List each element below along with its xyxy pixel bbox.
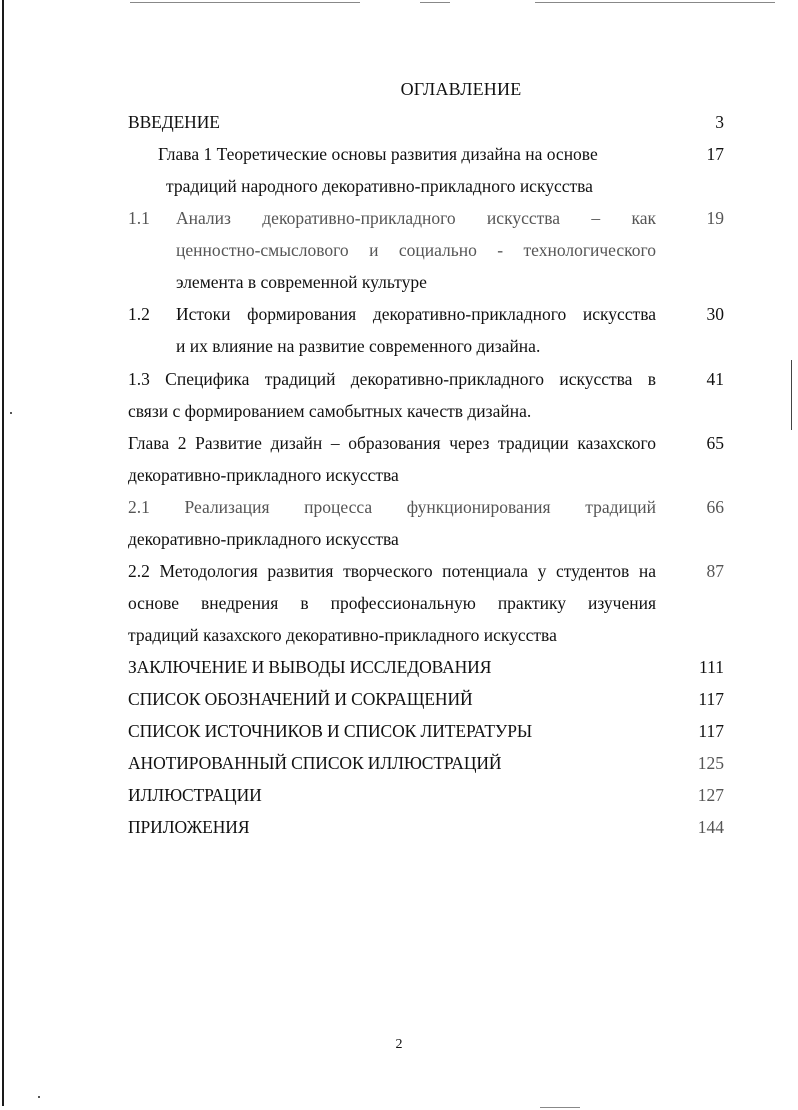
- scan-left-edge: [2, 0, 4, 1106]
- toc-entry-section-1-2[interactable]: Истоки формирования декоративно-прикладного искусства: [176, 304, 656, 324]
- toc-entry-section-1-3-cont: связи с формированием самобытных качеств дизайна.: [128, 401, 532, 421]
- scan-speck: [10, 412, 12, 414]
- toc-page-number: 117: [698, 689, 724, 709]
- toc-entry-conclusion[interactable]: ЗАКЛЮЧЕНИЕ И ВЫВОДЫ ИССЛЕДОВАНИЯ: [128, 657, 492, 677]
- toc-entry-chapter-1-cont: традиций народного декоративно-прикладного искусства: [166, 176, 593, 196]
- toc-entry-section-2-1[interactable]: 2.1 Реализация процесса функционирования традиций: [128, 497, 656, 517]
- scan-bottom-rule: [540, 1107, 580, 1108]
- toc-entry-illustrations[interactable]: ИЛЛЮСТРАЦИИ: [128, 785, 262, 805]
- toc-entry-appendices[interactable]: ПРИЛОЖЕНИЯ: [128, 817, 250, 837]
- toc-section-number: 1.1: [128, 208, 150, 228]
- toc-page-number: 30: [706, 304, 724, 324]
- toc-entry-section-2-1-cont: декоративно-прикладного искусства: [128, 529, 399, 549]
- toc-entry-section-2-2-cont: традиций казахского декоративно-прикладного искусства: [128, 625, 557, 645]
- toc-title: ОГЛАВЛЕНИЕ: [400, 79, 522, 99]
- toc-page-number: 17: [706, 144, 724, 164]
- toc-page-number: 66: [706, 497, 724, 517]
- toc-page-number: 65: [706, 433, 724, 453]
- toc-entry-section-1-1[interactable]: Анализ декоративно-прикладного искусства – как: [176, 208, 656, 228]
- toc-entry-chapter-1[interactable]: Глава 1 Теоретические основы развития дизайна на основе: [158, 144, 598, 164]
- toc-entry-chapter-2-cont: декоративно-прикладного искусства: [128, 465, 399, 485]
- scan-top-rule: [420, 2, 450, 3]
- toc-page-number: 111: [699, 657, 724, 677]
- toc-page-number: 3: [715, 112, 724, 132]
- toc-page-number: 41: [706, 369, 724, 389]
- toc-entry-abbreviations[interactable]: СПИСОК ОБОЗНАЧЕНИЙ И СОКРАЩЕНИЙ: [128, 689, 473, 709]
- scan-right-mark: [791, 360, 792, 430]
- scan-top-rule: [130, 2, 360, 3]
- toc-page-number: 127: [697, 785, 724, 805]
- page-number: 2: [395, 1037, 403, 1052]
- toc-page-number: 19: [706, 208, 724, 228]
- scan-top-rule: [535, 2, 775, 3]
- toc-entry-references[interactable]: СПИСОК ИСТОЧНИКОВ И СПИСОК ЛИТЕРАТУРЫ: [128, 721, 533, 741]
- toc-page-number: 125: [697, 753, 724, 773]
- toc-page-number: 144: [697, 817, 724, 837]
- toc-entry-chapter-2[interactable]: Глава 2 Развитие дизайн – образования через традиции казахского: [128, 433, 656, 453]
- toc-entry-section-1-1-cont: ценностно-смыслового и социально - технологического: [176, 240, 656, 260]
- toc-page-number: 117: [698, 721, 724, 741]
- scan-speck: [38, 1096, 40, 1098]
- toc-entry-section-2-2[interactable]: 2.2 Методология развития творческого потенциала у студентов на: [128, 561, 656, 581]
- toc-entry-section-1-1-cont: элемента в современной культуре: [176, 272, 427, 292]
- toc-entry-introduction[interactable]: ВВЕДЕНИЕ: [128, 112, 220, 132]
- toc-entry-section-2-2-cont: основе внедрения в профессиональную практику изучения: [128, 593, 656, 613]
- toc-section-number: 1.2: [128, 304, 150, 324]
- toc-entry-section-1-2-cont: и их влияние на развитие современного дизайна.: [176, 336, 541, 356]
- toc-page-number: 87: [706, 561, 724, 581]
- toc-entry-illustration-list[interactable]: АНОТИРОВАННЫЙ СПИСОК ИЛЛЮСТРАЦИЙ: [128, 753, 502, 773]
- toc-entry-section-1-3[interactable]: 1.3 Специфика традиций декоративно-прикладного искусства в: [128, 369, 656, 389]
